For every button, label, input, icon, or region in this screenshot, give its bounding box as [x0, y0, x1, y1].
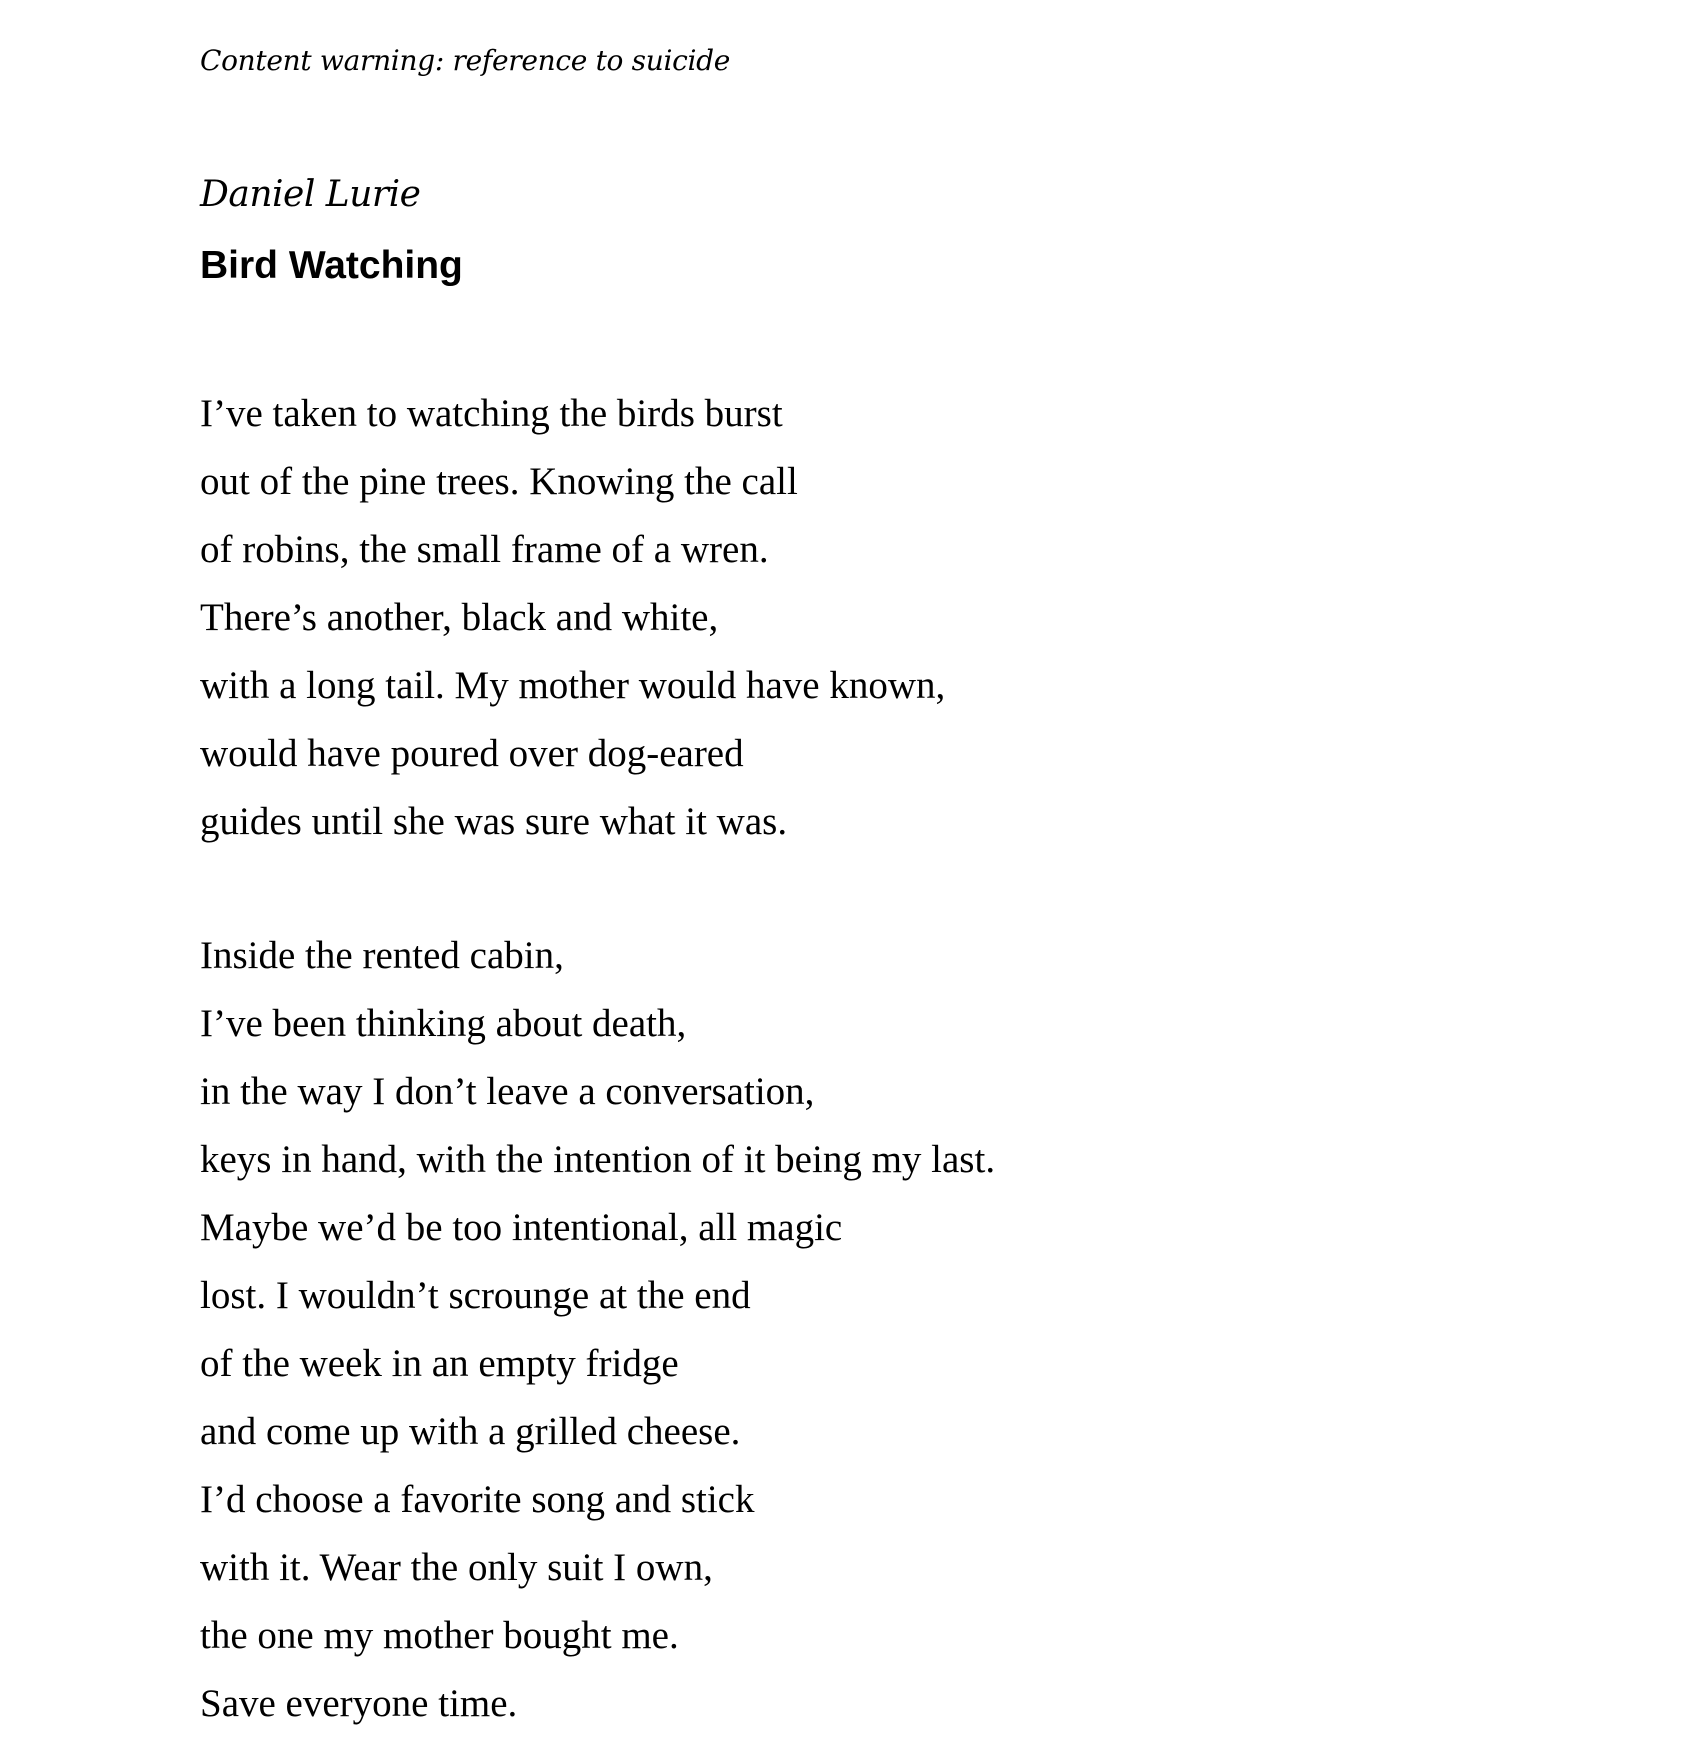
poem-line: with a long tail. My mother would have known,	[200, 664, 946, 707]
poem-line: of the week in an empty fridge	[200, 1342, 679, 1385]
poem-line: keys in hand, with the intention of it being my last.	[200, 1138, 996, 1181]
poem-line: I’d choose a favorite song and stick	[200, 1478, 755, 1521]
poem-line: Save everyone time.	[200, 1682, 518, 1725]
author-name: Daniel Lurie	[200, 174, 421, 215]
poem-line: There’s another, black and white,	[200, 596, 719, 639]
poem-line: guides until she was sure what it was.	[200, 800, 788, 843]
poem-line: in the way I don’t leave a conversation,	[200, 1070, 815, 1113]
poem-line: and come up with a grilled cheese.	[200, 1410, 741, 1453]
poem-line: Inside the rented cabin,	[200, 934, 564, 977]
content-warning: Content warning: reference to suicide	[200, 44, 731, 77]
poem-line: Maybe we’d be too intentional, all magic	[200, 1206, 843, 1249]
poem-line: with it. Wear the only suit I own,	[200, 1546, 713, 1589]
poem-title: Bird Watching	[200, 244, 463, 287]
poem-line: lost. I wouldn’t scrounge at the end	[200, 1274, 751, 1317]
poem-line: would have poured over dog-eared	[200, 732, 744, 775]
poem-line: I’ve taken to watching the birds burst	[200, 392, 783, 435]
poem-line: I’ve been thinking about death,	[200, 1002, 687, 1045]
poem-stanza-1	[200, 380, 945, 856]
poem-line: the one my mother bought me.	[200, 1614, 679, 1657]
poem-line: of robins, the small frame of a wren.	[200, 528, 769, 571]
poem-line: out of the pine trees. Knowing the call	[200, 460, 798, 503]
poem-stanza-2	[200, 922, 995, 1738]
